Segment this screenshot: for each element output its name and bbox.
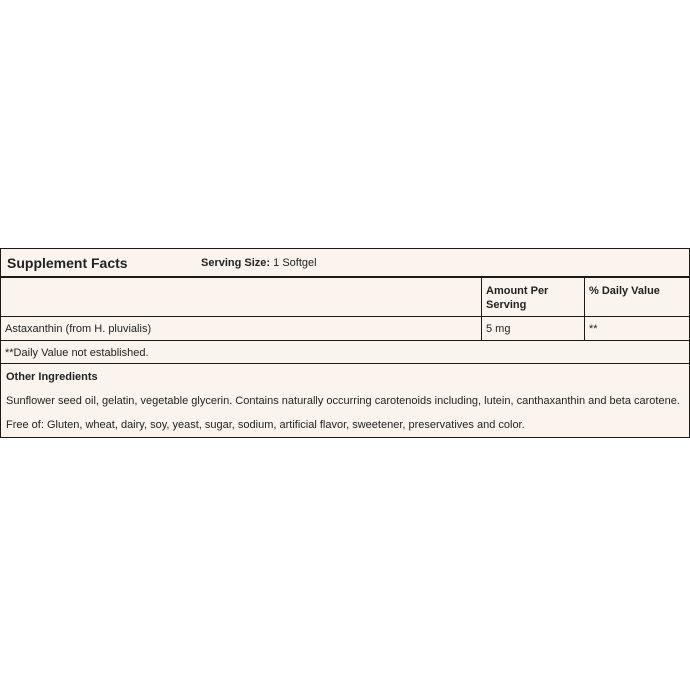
footnote-row <box>1 341 689 364</box>
header-amount-line2: Serving <box>486 299 527 311</box>
column-header-row <box>1 278 689 317</box>
serving-size-value: 1 Softgel <box>273 256 317 269</box>
daily-value-footnote: **Daily Value not established. <box>5 347 149 359</box>
serving-size-label: Serving Size: <box>201 256 271 269</box>
nutrient-amount: 5 mg <box>482 317 585 340</box>
header-amount-cell <box>482 278 585 316</box>
nutrient-name: Astaxanthin (from H. pluvialis) <box>1 317 482 340</box>
nutrient-daily-value: ** <box>589 323 598 335</box>
serving-size <box>201 257 317 269</box>
other-ingredients-text: Sunflower seed oil, gelatin, vegetable glycerin. Contains naturally occurring carotenoids including, lutein, canthaxanthin and beta carotene. <box>6 395 680 407</box>
header-name-cell <box>1 278 482 316</box>
other-ingredients-row <box>1 364 689 437</box>
header-daily-value-cell: % Daily Value <box>589 285 660 297</box>
table-row <box>1 317 689 341</box>
panel-title: Supplement Facts <box>7 254 128 271</box>
header-amount-line1: Amount Per <box>486 285 549 297</box>
title-row <box>1 249 689 278</box>
free-of-text: Free of: Gluten, wheat, dairy, soy, yeast, sugar, sodium, artificial flavor, sweetener, preservatives and color. <box>6 419 525 431</box>
other-ingredients-heading: Other Ingredients <box>6 371 98 383</box>
supplement-facts-panel <box>0 248 690 438</box>
